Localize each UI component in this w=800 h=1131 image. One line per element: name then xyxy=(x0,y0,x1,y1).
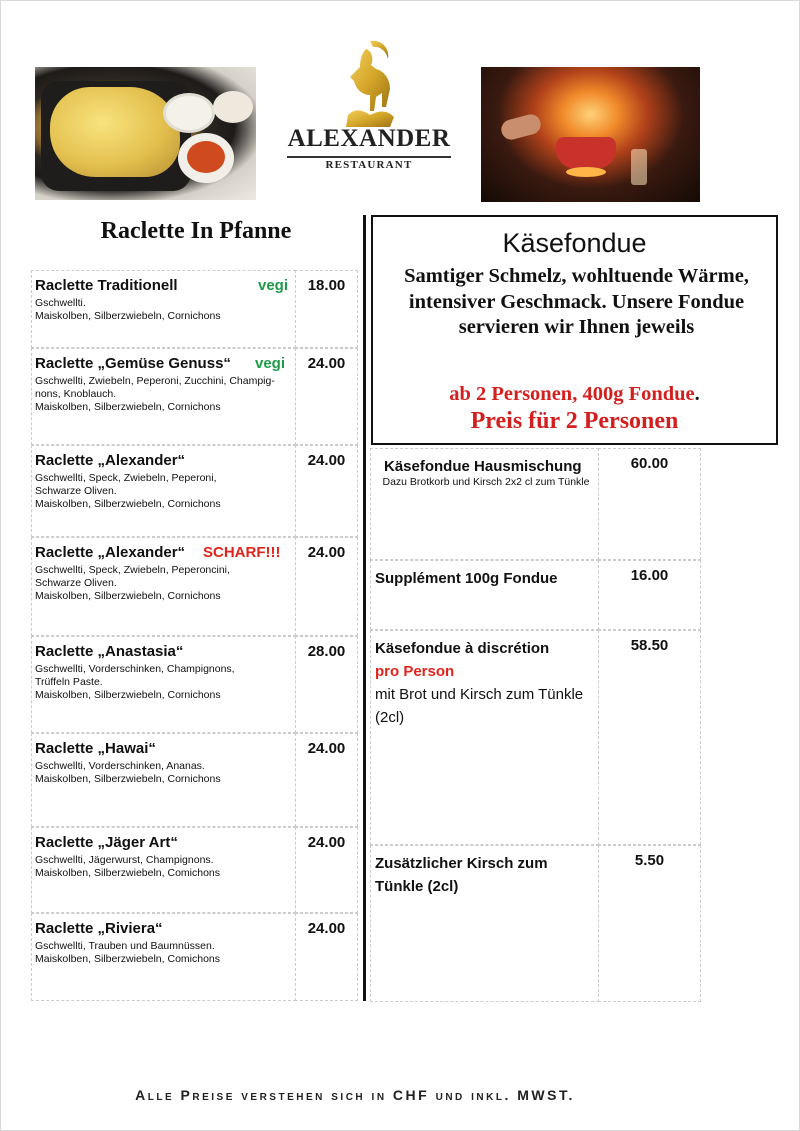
item-name: Raclette „Riviera“ xyxy=(35,920,163,937)
item-name: Raclette „Hawai“ xyxy=(35,740,156,757)
menu-row xyxy=(31,827,358,913)
per-person-tag: pro Person xyxy=(375,663,455,680)
item-description: Gschwellti, Vorderschinken, Champignons, Trüffeln Paste. Maiskolben, Silberzwiebeln, Cornichons xyxy=(35,663,235,702)
menu-row xyxy=(370,845,701,1002)
item-price: 24.00 xyxy=(307,355,346,372)
menu-row xyxy=(370,448,701,560)
fondue-photo xyxy=(481,67,700,202)
column-divider xyxy=(363,215,366,1001)
item-price: 24.00 xyxy=(307,920,346,937)
ibex-logo-icon xyxy=(340,37,398,129)
fondue-price-note: Preis für 2 Personen xyxy=(470,408,679,434)
item-description: Gschwellti. Maiskolben, Silberzwiebeln, Cornichons xyxy=(35,297,221,323)
item-description: Gschwellti, Speck, Zwiebeln, Peperoni, Schwarze Oliven. Maiskolben, Silberzwiebeln, Cornichons xyxy=(35,472,221,511)
item-price: 24.00 xyxy=(307,740,346,757)
item-description: Gschwellti, Speck, Zwiebeln, Peperoncini, Schwarze Oliven. Maiskolben, Silberzwiebeln, Cornichons xyxy=(35,564,230,603)
menu-row xyxy=(31,270,358,348)
menu-row xyxy=(370,630,701,845)
item-price: 60.00 xyxy=(630,455,669,472)
item-name: Raclette „Alexander“ xyxy=(35,452,186,469)
item-description: Gschwellti, Zwiebeln, Peperoni, Zucchini, Champig- nons, Knoblauch. Maiskolben, Silberzwiebeln, Cornichons xyxy=(35,375,275,414)
item-name: Zusätzlicher Kirsch zum Tünkle (2cl) xyxy=(375,855,548,895)
menu-row xyxy=(370,560,701,630)
vegi-tag: vegi xyxy=(258,277,289,294)
menu-row xyxy=(31,913,358,1001)
price-disclaimer: Alle Preise verstehen sich in CHF und inkl. MWST. xyxy=(135,1087,575,1103)
fondue-info-box xyxy=(371,215,778,445)
item-name: Käsefondue à discrétion pro Person mit Brot und Kirsch zum Tünkle (2cl) xyxy=(375,637,597,729)
item-name: Supplément 100g Fondue xyxy=(375,570,558,587)
item-price: 28.00 xyxy=(307,643,346,660)
fondue-tagline: Samtiger Schmelz, wohltuende Wärme, intensiver Geschmack. Unsere Fondue servieren wir Ihnen jeweils xyxy=(404,265,749,338)
item-extra: mit Brot und Kirsch zum Tünkle (2cl) xyxy=(375,686,584,726)
item-price: 58.50 xyxy=(630,637,669,654)
item-name: Raclette „Gemüse Genuss“ xyxy=(35,355,231,372)
menu-row xyxy=(31,445,358,537)
item-name: Käsefondue Hausmischung xyxy=(384,458,582,475)
fondue-title: Käsefondue xyxy=(502,228,647,258)
menu-row xyxy=(31,537,358,636)
item-name: Raclette „Alexander“ xyxy=(35,544,186,561)
spicy-tag: SCHARF!!! xyxy=(203,544,281,561)
item-price: 24.00 xyxy=(307,834,346,851)
brand-rule xyxy=(287,156,451,158)
restaurant-logo xyxy=(283,37,455,172)
menu-row xyxy=(31,733,358,827)
item-price: 18.00 xyxy=(307,277,346,294)
brand-name: ALEXANDER xyxy=(287,125,451,152)
item-price: 24.00 xyxy=(307,544,346,561)
item-price: 5.50 xyxy=(634,852,665,869)
item-description: Dazu Brotkorb und Kirsch 2x2 cl zum Tünkle xyxy=(382,476,590,488)
menu-row xyxy=(31,348,358,445)
raclette-photo xyxy=(35,67,256,200)
menu-row xyxy=(31,636,358,733)
item-description: Gschwellti, Jägerwurst, Champignons. Maiskolben, Silberzwiebeln, Comichons xyxy=(35,854,221,880)
brand-subtitle: RESTAURANT xyxy=(325,159,413,171)
fondue-minimum-note: ab 2 Personen, 400g Fondue. xyxy=(449,383,700,405)
vegi-tag: vegi xyxy=(255,355,286,372)
item-name: Raclette Traditionell xyxy=(35,277,178,294)
item-name: Raclette „Jäger Art“ xyxy=(35,834,178,851)
item-price: 24.00 xyxy=(307,452,346,469)
item-name: Raclette „Anastasia“ xyxy=(35,643,184,660)
raclette-menu-table xyxy=(31,270,358,1001)
item-description: Gschwellti, Vorderschinken, Ananas. Maiskolben, Silberzwiebeln, Cornichons xyxy=(35,760,221,786)
raclette-section-title: Raclette In Pfanne xyxy=(100,218,292,244)
item-price: 16.00 xyxy=(630,567,669,584)
item-description: Gschwellti, Trauben und Baumnüssen. Maiskolben, Silberzwiebeln, Comichons xyxy=(35,940,221,966)
fondue-menu-table xyxy=(370,448,701,1002)
